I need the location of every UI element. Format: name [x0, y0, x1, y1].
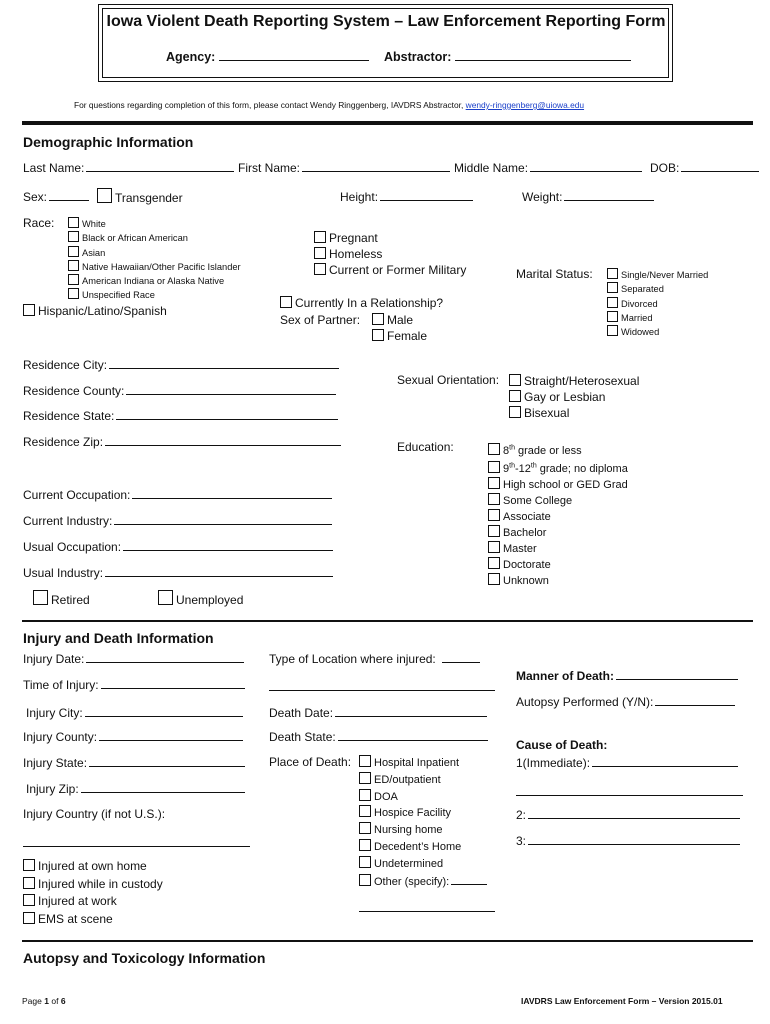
place-of-death-options	[359, 755, 487, 890]
weight-label: Weight:	[522, 190, 563, 204]
cause-2-field[interactable]: 2:	[516, 807, 740, 822]
abstractor-label: Abstractor:	[384, 50, 452, 64]
injured-in-custody-checkbox[interactable]: Injured while in custody	[23, 876, 163, 894]
relationship-label: Currently In a Relationship?	[295, 296, 444, 310]
sex-field[interactable]	[23, 189, 89, 204]
injury-zip-field[interactable]: Injury Zip:	[26, 781, 245, 796]
place-other[interactable]: Other (specify):	[359, 873, 487, 891]
education-8th-grade[interactable]: 8th grade or less	[488, 440, 628, 459]
place-of-death-label: Place of Death:	[269, 755, 352, 769]
residence-city-field[interactable]: Residence City:	[23, 357, 339, 372]
education-bachelor[interactable]: Bachelor	[488, 525, 628, 541]
sexual-orientation-label: Sexual Orientation:	[397, 373, 500, 387]
place-decedents-home[interactable]: Decedent’s Home	[359, 839, 487, 856]
form-version: IAVDRS Law Enforcement Form – Version 2015.01	[521, 996, 723, 1006]
education-some-college[interactable]: Some College	[488, 493, 628, 509]
height-label: Height:	[340, 190, 379, 204]
homeless-checkbox[interactable]: Homeless	[314, 246, 466, 262]
transgender-checkbox[interactable]	[97, 188, 183, 205]
first-name-field[interactable]	[238, 160, 450, 175]
marital-divorced[interactable]: Divorced	[607, 297, 708, 311]
injury-county-field[interactable]: Injury County:	[23, 729, 243, 744]
education-high-school[interactable]: High school or GED Grad	[488, 477, 628, 493]
education-unknown[interactable]: Unknown	[488, 573, 628, 589]
location-type-field[interactable]: Type of Location where injured:	[269, 651, 480, 666]
education-9th-12th[interactable]: 9th-12th grade; no diploma	[488, 459, 628, 478]
marital-separated[interactable]: Separated	[607, 282, 708, 296]
death-date-field[interactable]: Death Date:	[269, 705, 487, 720]
injury-city-field[interactable]: Injury City:	[26, 705, 243, 720]
education-doctorate[interactable]: Doctorate	[488, 557, 628, 573]
dob-label: DOB:	[650, 161, 680, 175]
agency-label: Agency:	[166, 50, 216, 64]
military-checkbox[interactable]: Current or Former Military	[314, 262, 466, 278]
cause-3-field[interactable]: 3:	[516, 833, 740, 848]
orientation-bisexual[interactable]: Bisexual	[509, 405, 639, 421]
education-master[interactable]: Master	[488, 541, 628, 557]
last-name-label: Last Name:	[23, 161, 85, 175]
section-divider	[22, 620, 753, 622]
autopsy-performed-field[interactable]: Autopsy Performed (Y/N):	[516, 694, 735, 709]
place-hospital-inpatient[interactable]: Hospital Inpatient	[359, 755, 487, 772]
sex-of-partner-label: Sex of Partner:	[280, 313, 361, 327]
injury-heading: Injury and Death Information	[23, 630, 214, 646]
education-associate[interactable]: Associate	[488, 509, 628, 525]
injury-country-label: Injury Country (if not U.S.):	[23, 807, 166, 821]
ems-at-scene-checkbox[interactable]: EMS at scene	[23, 911, 163, 929]
abstractor-field[interactable]	[384, 49, 631, 64]
orientation-options	[509, 373, 639, 421]
injury-location-options	[23, 858, 163, 928]
demographic-heading: Demographic Information	[23, 134, 194, 150]
injured-at-work-checkbox[interactable]: Injured at work	[23, 893, 163, 911]
current-industry-field[interactable]: Current Industry:	[23, 513, 332, 528]
death-state-field[interactable]: Death State:	[269, 729, 488, 744]
location-type-line[interactable]	[269, 690, 495, 691]
dob-field[interactable]	[650, 160, 759, 175]
race-label: Race:	[23, 216, 55, 230]
manner-of-death-field[interactable]: Manner of Death:	[516, 668, 738, 683]
place-nursing-home[interactable]: Nursing home	[359, 822, 487, 839]
retired-checkbox[interactable]: Retired	[33, 590, 90, 607]
injury-country-line[interactable]	[23, 846, 250, 847]
pregnant-checkbox[interactable]: Pregnant	[314, 230, 466, 246]
place-undetermined[interactable]: Undetermined	[359, 856, 487, 873]
injury-state-field[interactable]: Injury State:	[23, 755, 245, 770]
hispanic-label: Hispanic/Latino/Spanish	[38, 304, 167, 318]
place-ed-outpatient[interactable]: ED/outpatient	[359, 772, 487, 789]
contact-email-link[interactable]: wendy-ringgenberg@uiowa.edu	[465, 100, 585, 110]
current-occupation-field[interactable]: Current Occupation:	[23, 487, 332, 502]
race-native-hawaiian[interactable]: Native Hawaiian/Other Pacific Islander	[68, 260, 241, 274]
transgender-label: Transgender	[115, 191, 183, 205]
weight-field[interactable]	[522, 189, 654, 204]
sex-label: Sex:	[23, 190, 48, 204]
marital-widowed[interactable]: Widowed	[607, 325, 708, 339]
autopsy-heading: Autopsy and Toxicology Information	[23, 950, 266, 966]
cause-1-line[interactable]	[516, 795, 743, 796]
unemployed-checkbox[interactable]: Unemployed	[158, 590, 243, 607]
usual-occupation-field[interactable]: Usual Occupation:	[23, 539, 333, 554]
place-other-line[interactable]	[359, 911, 495, 912]
residence-county-field[interactable]: Residence County:	[23, 383, 336, 398]
form-title: Iowa Violent Death Reporting System – Law Enforcement Reporting Form	[106, 13, 666, 30]
cause-of-death-label: Cause of Death:	[516, 738, 608, 752]
residence-zip-field[interactable]: Residence Zip:	[23, 434, 341, 449]
race-american-indian[interactable]: American Indiana or Alaska Native	[68, 274, 241, 288]
section-divider	[22, 940, 753, 942]
partner-male-checkbox[interactable]: Male	[372, 313, 413, 327]
marital-single[interactable]: Single/Never Married	[607, 268, 708, 282]
marital-status-label: Marital Status:	[516, 267, 593, 281]
middle-name-field[interactable]	[454, 160, 642, 175]
first-name-label: First Name:	[238, 161, 301, 175]
marital-options	[607, 268, 708, 339]
contact-text: For questions regarding completion of this form, please contact Wendy Ringgenberg, IAVDRS Abstractor,	[74, 100, 464, 110]
status-checkboxes	[314, 230, 466, 278]
race-asian[interactable]: Asian	[68, 246, 241, 260]
injury-date-field[interactable]: Injury Date:	[23, 651, 244, 666]
hispanic-checkbox[interactable]	[23, 304, 167, 318]
marital-married[interactable]: Married	[607, 311, 708, 325]
race-unspecified[interactable]: Unspecified Race	[68, 288, 241, 302]
last-name-field[interactable]	[23, 160, 234, 175]
cause-1-field[interactable]: 1(Immediate):	[516, 755, 738, 770]
relationship-checkbox[interactable]	[280, 296, 443, 310]
race-black[interactable]: Black or African American	[68, 231, 241, 245]
usual-industry-field[interactable]: Usual Industry:	[23, 565, 333, 580]
place-hospice[interactable]: Hospice Facility	[359, 805, 487, 822]
place-doa[interactable]: DOA	[359, 789, 487, 806]
injured-at-home-checkbox[interactable]: Injured at own home	[23, 858, 163, 876]
education-options	[488, 440, 628, 589]
orientation-straight[interactable]: Straight/Heterosexual	[509, 373, 639, 389]
residence-state-field[interactable]: Residence State:	[23, 408, 338, 423]
contact-line	[74, 100, 584, 110]
orientation-gay[interactable]: Gay or Lesbian	[509, 389, 639, 405]
race-white[interactable]: White	[68, 217, 241, 231]
middle-name-label: Middle Name:	[454, 161, 529, 175]
section-divider	[22, 121, 753, 125]
height-field[interactable]	[340, 189, 473, 204]
partner-female-checkbox[interactable]: Female	[372, 329, 427, 343]
education-label: Education:	[397, 440, 454, 454]
page-number: Page 1 of 6	[22, 996, 66, 1006]
time-of-injury-field[interactable]: Time of Injury:	[23, 677, 245, 692]
race-options	[68, 217, 241, 303]
agency-field[interactable]	[166, 49, 369, 64]
